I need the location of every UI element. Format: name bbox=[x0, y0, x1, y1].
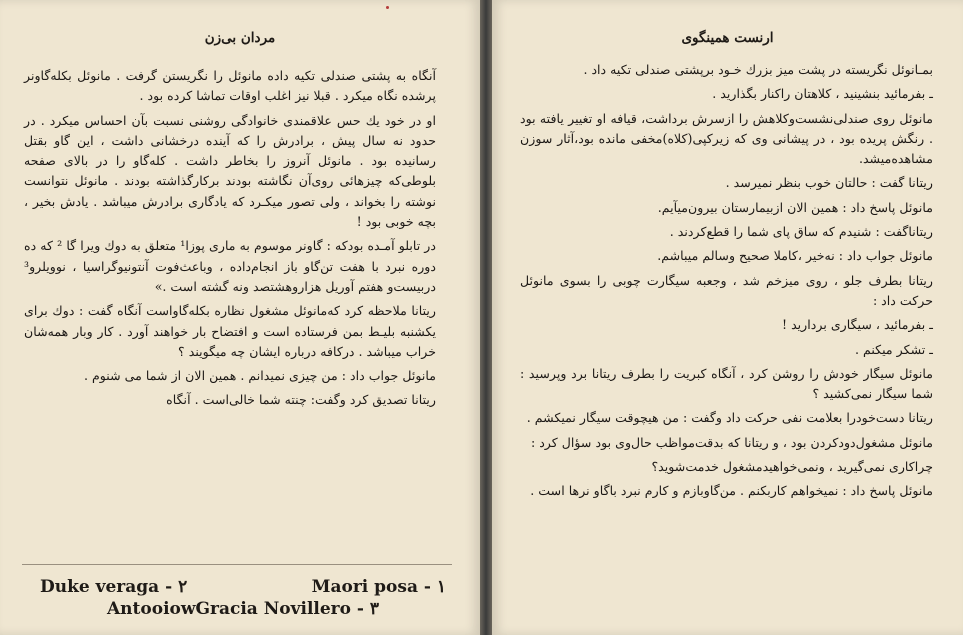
footnote-line-2 bbox=[40, 598, 446, 620]
paragraph: در تابلو آمـده بودکه : گاونر موسوم به ماری پوزا¹ متعلق به دوك ویرا گا ² که ده دوره نبرد با هفت تن‌گاو باز انجام‌داده ، وباعث‌فوت آنتونیوگراسیا ، نوویلرو³ دربیست‌و هفتم آوریل هزاروهشتصد ونه گشته است .» bbox=[24, 238, 437, 294]
right-page bbox=[492, 0, 963, 635]
running-head-right: ارنست همینگوی bbox=[681, 30, 774, 46]
paragraph: مانوئل جواب داد : نه‌خیر ،کاملا صحیح وسالم میباشم. bbox=[657, 248, 933, 264]
left-body-text bbox=[24, 66, 436, 415]
paragraph: مانوئل پاسخ داد : همین الان ازبیمارستان بیرون‌میآیم. bbox=[657, 199, 933, 215]
footnote-3: AntooiowGracia Novillero - ۳ bbox=[106, 599, 379, 619]
left-page bbox=[0, 0, 480, 635]
paragraph: ریتانا بطرف جلو ، روی میزخم شد ، وجعبه سیگارت چوبی را بسوی مانوئل حرکت داد : bbox=[520, 272, 933, 308]
paragraph: ریتانا ملاحظه کرد که‌مانوئل مشغول نظاره بکله‌گاواست آنگاه گفت : دوك برای یکشنبه بلیـط بمن فرستاده است و افتضاح بار خواهند آورد . کار وبار همه‌شان خراب میباشد . درکافه درباره ایشان چه میگویند ؟ bbox=[24, 303, 436, 359]
book-gutter bbox=[480, 0, 492, 635]
paragraph: مانوئل جواب داد : من چیزی نمیدانم . همین الان از شما می شنوم . bbox=[84, 368, 436, 384]
footnote-1: Maori posa - ۱ bbox=[311, 577, 446, 597]
right-body-text bbox=[520, 60, 933, 506]
paragraph: ریتاناگفت : شنیدم که ساق پای شما را قطع‌کردند . bbox=[669, 224, 933, 240]
paragraph: بمـانوئل نگریسته در پشت میز بزرك خـود برپشتی صندلی تکیه داد . bbox=[583, 62, 933, 77]
paragraph: چراکاری نمی‌گیرید ، ونمی‌خواهیدمشغول خدمت‌شوید؟ bbox=[651, 459, 933, 475]
paragraph: ـ بفرمائید بنشینید ، کلاهتان راکنار بگذارید . bbox=[712, 86, 933, 102]
page-mark bbox=[386, 6, 389, 9]
paragraph: ریتانا تصدیق کرد وگفت: چنته شما خالی‌است . آنگاه bbox=[166, 392, 436, 408]
paragraph: آنگاه به پشتی صندلی تکیه داده مانوئل را نگریستن گرفت . مانوئل بکله‌گاونر پرشده نگاه میکرد . قبلا نیز اغلب اوقات تماشا کرده بود . bbox=[24, 68, 436, 104]
paragraph: مانوئل روی صندلی‌نشست‌وکلاهش را ازسرش برداشت، قیافه او تغییر یافته بود . رنگش پریده بود ، در پیشانی وی که زیرکپی(کلاه)مخفی مانده بود،آثار سوزن مشاهده‌میشد. bbox=[520, 110, 933, 167]
paragraph: او در خود یك حس علاقمندی خانوادگی روشنی نسبت بآن احساس میکرد . در حدود نه سال پیش ، برادرش را که آینده درخشانی داشت ، این گاو بقتل رسانیده بود . مانوئل آنروز را بخاطر داشت . کله‌گاو را در بالای صفحه بلوطی‌که چیزهائی روی‌آن نگاشته بودند برکارگذاشته بودند . مانوئل نتوانست نوشته را بخواند ، ولی تصور میکـرد که یادگاری برادرش میباشد . یادش بخیر ، بچه خوبی بود ! bbox=[24, 112, 436, 230]
footnote-line-1 bbox=[40, 576, 446, 598]
footnote-2: Duke veraga - ۲ bbox=[40, 577, 188, 597]
paragraph: ـ تشکر میکنم . bbox=[854, 341, 933, 357]
footnotes bbox=[40, 576, 446, 620]
paragraph: ریتانا دست‌خودرا بعلامت نفی حرکت داد وگفت : من هیچوقت سیگار نمیکشم . bbox=[526, 410, 933, 426]
running-head-left: مردان بی‌زن bbox=[204, 30, 276, 46]
paragraph: مانوئل پاسخ داد : نمیخواهم کاربکنم . من‌گاوبازم و کارم نبرد باگاو نرها است . bbox=[530, 483, 933, 499]
paragraph: ریتانا گفت : حالتان خوب بنظر نمیرسد . bbox=[725, 175, 933, 191]
paragraph: ـ بفرمائید ، سیگاری بردارید ! bbox=[782, 317, 933, 333]
footnote-divider bbox=[22, 564, 452, 565]
paragraph: مانوئل مشغول‌دود‌کردن بود ، و ریتانا که بدقت‌مواظب حال‌وی بود سؤال کرد : bbox=[530, 434, 933, 450]
paragraph: مانوئل سیگار خودش را روشن کرد ، آنگاه کبریت را بطرف ریتانا برد وپرسید : شما سیگار نمی‌کشید ؟ bbox=[520, 365, 933, 402]
